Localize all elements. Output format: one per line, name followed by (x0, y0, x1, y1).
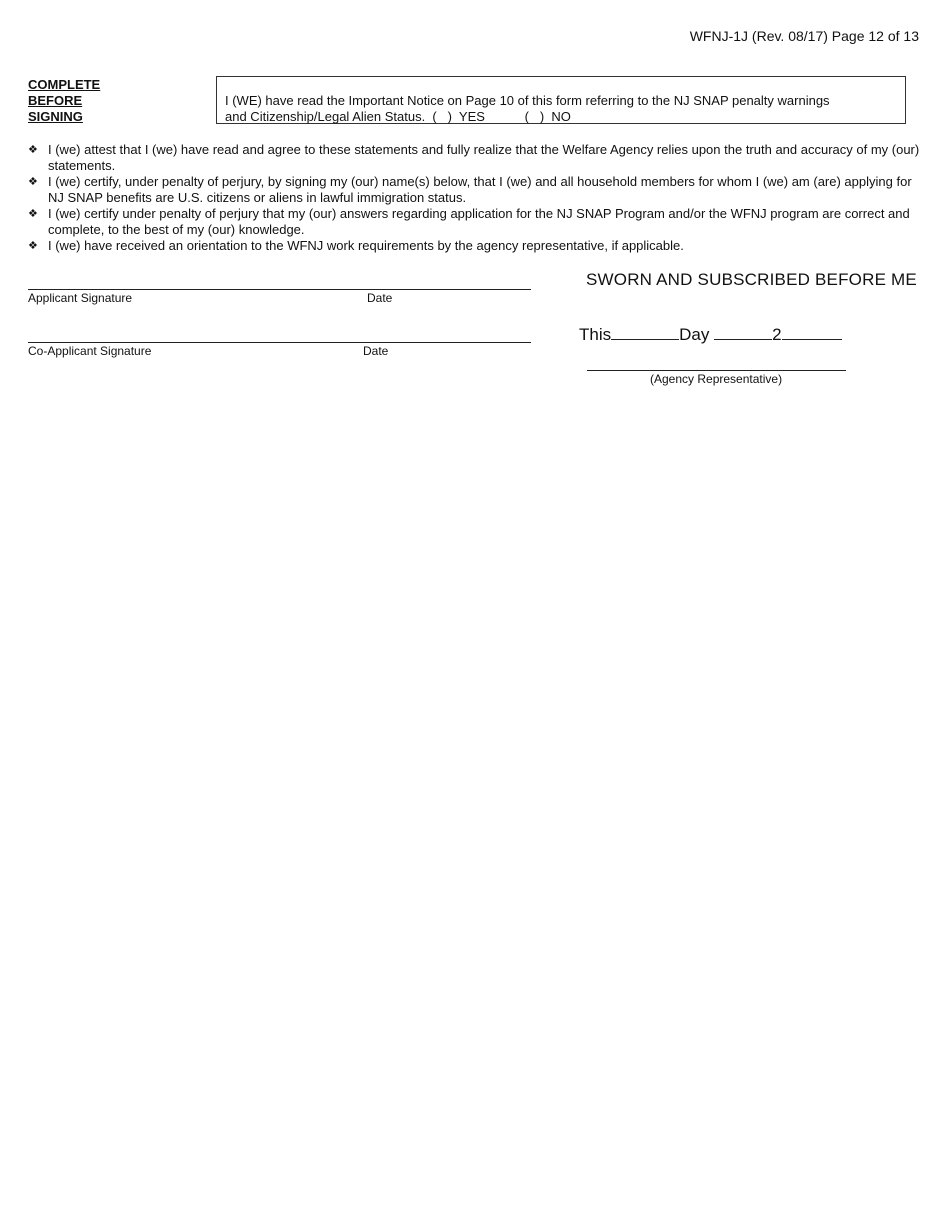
sworn-title: SWORN AND SUBSCRIBED BEFORE ME (586, 270, 917, 289)
coapplicant-signature-label: Co-Applicant Signature (28, 344, 152, 358)
day-field[interactable] (627, 323, 679, 340)
notice-line1: I (WE) have read the Important Notice on Page 10 of this form referring to the NJ SNAP penalty warnings (225, 93, 830, 108)
diamond-bullet-icon: ❖ (28, 144, 38, 156)
complete-label-line2: BEFORE (28, 93, 83, 108)
notice-line2-row (225, 109, 897, 125)
statement-item: ❖ I (we) certify, under penalty of perjury, by signing my (our) name(s) below, that I (we) and all household members for whom I (we) am (are) applying for NJ SNAP benefits are U.S. citizens or aliens in lawful immigration status. (28, 174, 912, 205)
day-label: Day (679, 325, 710, 344)
statement-item: ❖ I (we) attest that I (we) have read and agree to these statements and fully realize that the Welfare Agency relies upon the truth and accuracy of my (our) statements. (28, 142, 920, 173)
agency-representative-label: (Agency Representative) (650, 372, 783, 386)
statement-item: ❖ I (we) have received an orientation to the WFNJ work requirements by the agency representative, if applicable. (28, 238, 684, 253)
attestation-statements (28, 142, 920, 254)
day-blank-lead (611, 323, 627, 340)
complete-label-line3: SIGNING (28, 109, 83, 124)
sworn-date-row (579, 323, 842, 345)
diamond-bullet-icon: ❖ (28, 208, 38, 220)
notice-line2: and Citizenship/Legal Alien Status. (225, 109, 426, 124)
important-notice-box (216, 76, 906, 124)
complete-before-signing-label (28, 77, 100, 125)
applicant-signature-line[interactable] (28, 289, 531, 290)
year-prefix: 2 (772, 325, 782, 344)
applicant-date-label: Date (367, 291, 393, 305)
coapplicant-date-label: Date (363, 344, 389, 358)
complete-label-line1: COMPLETE (28, 77, 101, 92)
coapplicant-signature-line[interactable] (28, 342, 531, 343)
agency-signature-line[interactable] (587, 370, 846, 371)
year-field[interactable] (782, 323, 842, 340)
month-field[interactable] (714, 323, 772, 340)
form-reference: WFNJ-1J (Rev. 08/17) Page 12 of 13 (689, 28, 919, 44)
this-label: This (579, 325, 612, 344)
statement-item: ❖ I (we) certify under penalty of perjury that my (our) answers regarding application for the NJ SNAP Program and/or the WFNJ program are correct and complete, to the best of my (our) knowledge. (28, 206, 910, 237)
diamond-bullet-icon: ❖ (28, 176, 38, 188)
yes-checkbox-option[interactable]: ( ) YES (432, 109, 485, 124)
applicant-signature-label: Applicant Signature (28, 291, 133, 305)
diamond-bullet-icon: ❖ (28, 240, 38, 252)
no-checkbox-option[interactable]: ( ) NO (524, 109, 571, 124)
